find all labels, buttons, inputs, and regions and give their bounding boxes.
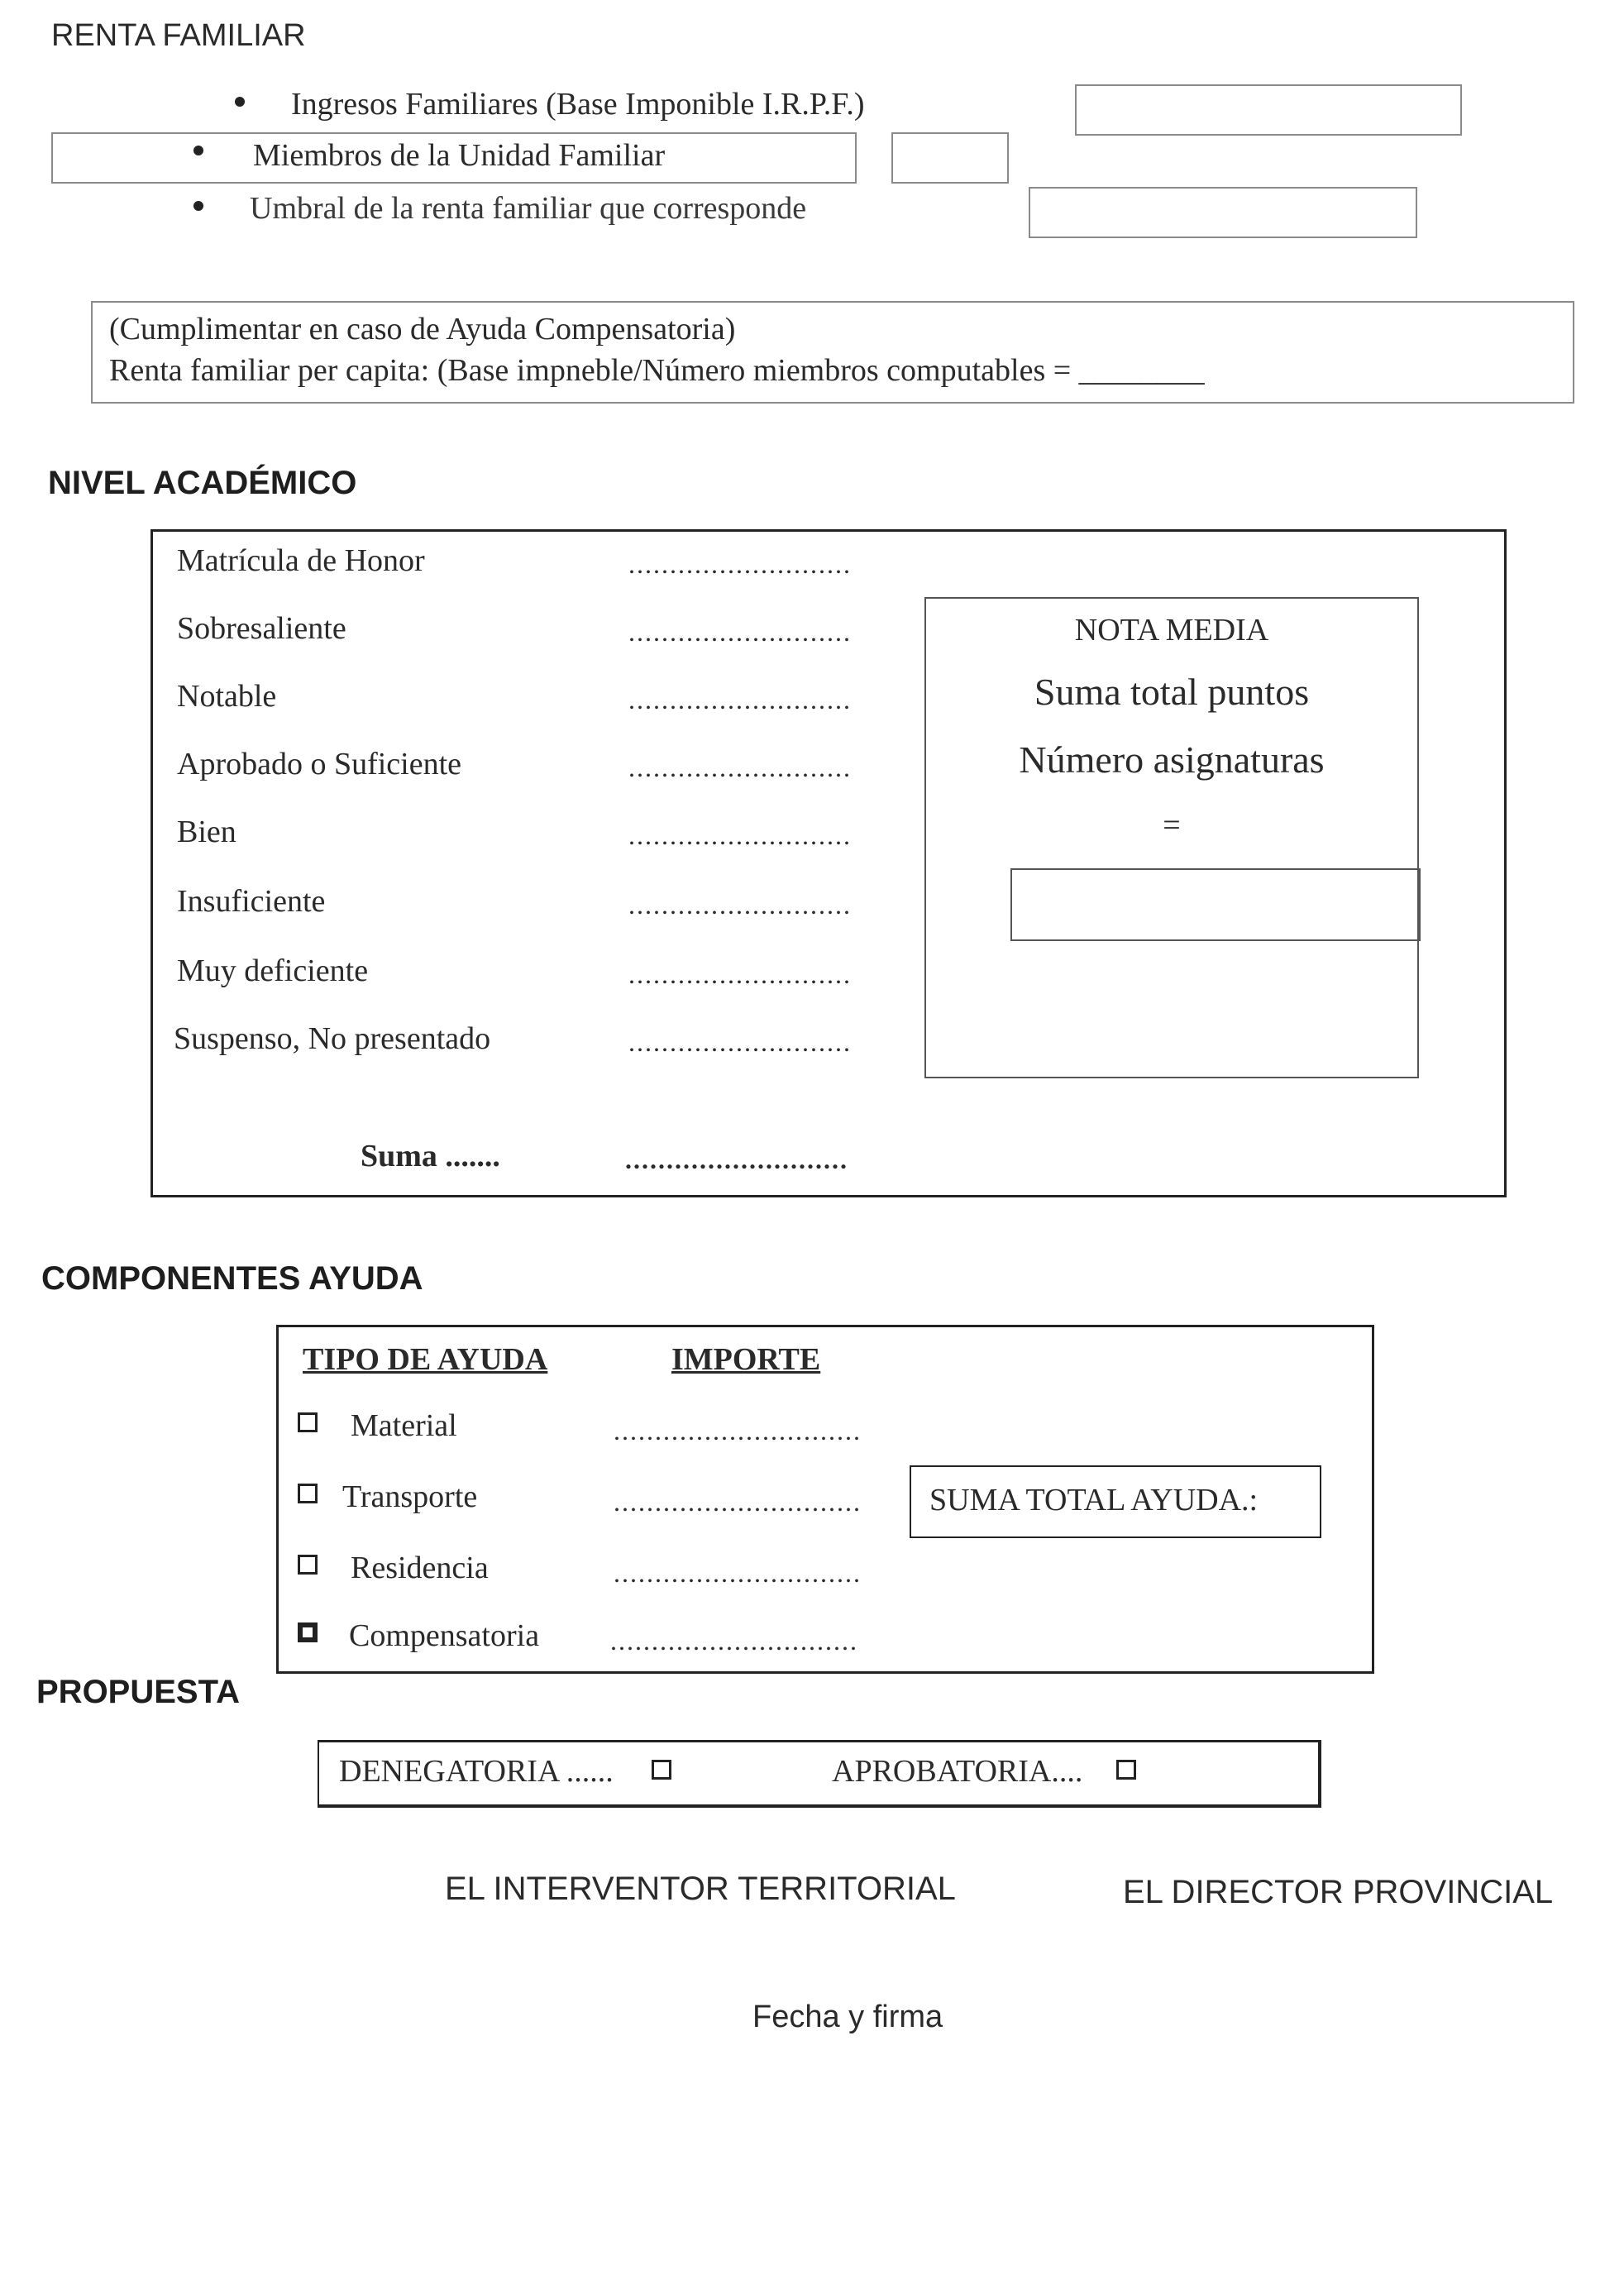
- grade-label: Insuficiente: [177, 884, 326, 919]
- note-line1: (Cumplimentar en caso de Ayuda Compensatoria): [109, 312, 736, 346]
- director-label: EL DIRECTOR PROVINCIAL: [1123, 1874, 1554, 1910]
- grade-dots[interactable]: ...........................: [628, 685, 852, 714]
- aprobatoria-label: APROBATORIA....: [832, 1754, 1083, 1789]
- grade-dots[interactable]: ...........................: [628, 959, 852, 989]
- componentes-heading: COMPONENTES AYUDA: [41, 1260, 423, 1297]
- grade-dots[interactable]: ...........................: [628, 549, 852, 579]
- ingresos-label: Ingresos Familiares (Base Imponible I.R.P.F.): [291, 87, 865, 122]
- importe-dots[interactable]: ..............................: [614, 1487, 862, 1517]
- suma-dots[interactable]: ...........................: [625, 1145, 848, 1174]
- tipo-compensatoria-checkbox[interactable]: [298, 1622, 318, 1642]
- grade-dots[interactable]: ...........................: [628, 820, 852, 850]
- miembros-label: Miembros de la Unidad Familiar: [253, 138, 666, 173]
- importe-dots[interactable]: ..............................: [610, 1626, 858, 1656]
- checkbox-icon: [298, 1484, 318, 1503]
- tipo-label: Compensatoria: [349, 1618, 540, 1653]
- col-importe-header: IMPORTE: [671, 1342, 821, 1377]
- umbral-label: Umbral de la renta familiar que corresponde: [250, 191, 807, 226]
- bullet-icon: [193, 201, 203, 211]
- nota-media-line1: Suma total puntos: [1034, 671, 1310, 713]
- checkbox-icon: [1116, 1760, 1136, 1780]
- suma-total-ayuda-label: SUMA TOTAL AYUDA.:: [929, 1483, 1259, 1517]
- nota-media-line2: Número asignaturas: [1019, 738, 1325, 781]
- col-tipo-header: TIPO DE AYUDA: [303, 1342, 548, 1377]
- tipo-label: Material: [351, 1408, 457, 1443]
- tipo-label: Residencia: [351, 1551, 489, 1585]
- interventor-label: EL INTERVENTOR TERRITORIAL: [445, 1871, 956, 1907]
- grade-dots[interactable]: ...........................: [628, 890, 852, 920]
- grade-dots[interactable]: ...........................: [628, 753, 852, 782]
- fecha-firma-label: Fecha y firma: [752, 2000, 943, 2034]
- umbral-field[interactable]: [1029, 187, 1417, 238]
- denegatoria-checkbox[interactable]: [652, 1760, 671, 1780]
- tipo-label: Transporte: [342, 1479, 478, 1514]
- renta-heading: RENTA FAMILIAR: [51, 18, 306, 53]
- nota-media-equals: =: [1163, 808, 1181, 843]
- checkbox-icon: [298, 1622, 318, 1642]
- bullet-icon: [193, 146, 203, 155]
- checkbox-icon: [298, 1555, 318, 1575]
- grade-label: Matrícula de Honor: [177, 543, 425, 578]
- grade-label: Bien: [177, 815, 236, 849]
- tipo-residencia-checkbox[interactable]: [298, 1555, 318, 1575]
- checkbox-icon: [652, 1760, 671, 1780]
- propuesta-heading: PROPUESTA: [36, 1674, 240, 1710]
- nota-media-title: NOTA MEDIA: [1074, 613, 1269, 648]
- importe-dots[interactable]: ..............................: [614, 1416, 862, 1446]
- grade-label: Aprobado o Suficiente: [177, 747, 462, 781]
- nota-media-result-field[interactable]: [1010, 868, 1421, 941]
- grade-label: Notable: [177, 679, 277, 714]
- ingresos-field[interactable]: [1075, 84, 1462, 136]
- bullet-icon: [235, 97, 245, 107]
- grade-dots[interactable]: ...........................: [628, 617, 852, 647]
- suma-label: Suma .......: [361, 1139, 500, 1173]
- grade-dots[interactable]: ...........................: [628, 1027, 852, 1057]
- grade-label: Muy deficiente: [177, 953, 369, 988]
- checkbox-icon: [298, 1412, 318, 1432]
- note-line2: Renta familiar per capita: (Base impneble/Número miembros computables = ________: [109, 353, 1205, 388]
- grade-label: Suspenso, No presentado: [174, 1021, 491, 1056]
- nivel-heading: NIVEL ACADÉMICO: [48, 465, 357, 501]
- miembros-field[interactable]: [891, 132, 1009, 184]
- tipo-transporte-checkbox[interactable]: [298, 1484, 318, 1503]
- importe-dots[interactable]: ..............................: [614, 1558, 862, 1588]
- tipo-material-checkbox[interactable]: [298, 1412, 318, 1432]
- aprobatoria-checkbox[interactable]: [1116, 1760, 1136, 1780]
- grade-label: Sobresaliente: [177, 611, 346, 646]
- denegatoria-label: DENEGATORIA ......: [339, 1754, 614, 1789]
